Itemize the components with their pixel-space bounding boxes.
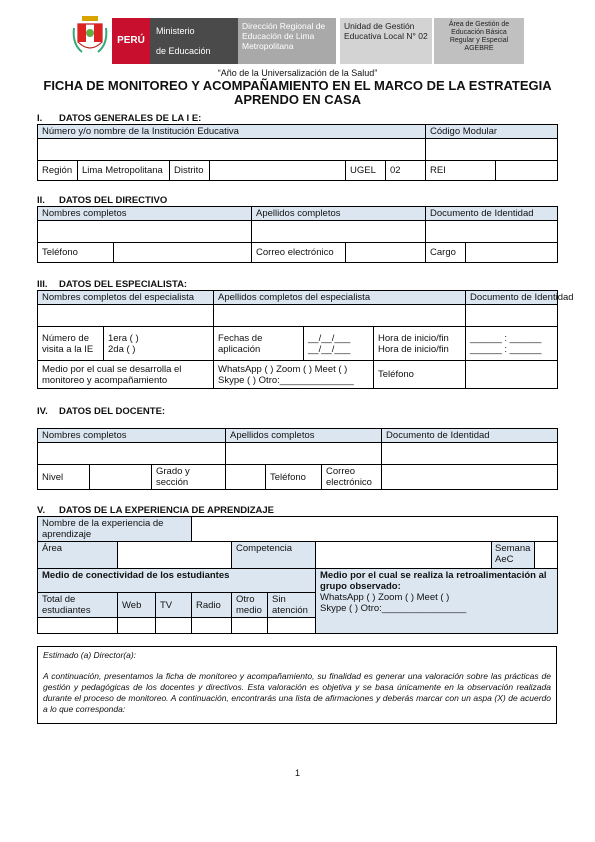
area-field[interactable] xyxy=(118,542,232,569)
level-label: Nivel xyxy=(38,465,90,490)
specialist-id-label: Documento de Identidad xyxy=(466,291,558,305)
rei-label: REI xyxy=(426,161,496,181)
monitoring-medium-label: Medio por el cual se desarrolla el monitoreo y acompañamiento xyxy=(38,361,214,389)
school-data-table xyxy=(37,124,558,181)
director-phone-label: Teléfono xyxy=(38,243,114,263)
specialist-phone-field[interactable] xyxy=(466,361,558,389)
specialist-surnames-field[interactable] xyxy=(214,305,466,327)
district-field[interactable] xyxy=(210,161,346,181)
teacher-surnames-label: Apellidos completos xyxy=(226,429,382,443)
specialist-data-table xyxy=(37,290,574,389)
experience-name-field[interactable] xyxy=(192,517,558,542)
section-title: I. DATOS GENERALES DE LA I E: xyxy=(37,113,202,124)
tv-label: TV xyxy=(156,593,192,618)
director-id-field[interactable] xyxy=(426,221,558,243)
modular-code-field[interactable] xyxy=(426,139,558,161)
teacher-id-label: Documento de Identidad xyxy=(382,429,558,443)
section-title: III. DATOS DEL ESPECIALISTA: xyxy=(37,279,188,290)
visit-number-label: Número de visita a la IE xyxy=(38,327,104,361)
web-label: Web xyxy=(118,593,156,618)
intro-text: A continuación, presentamos la ficha de monitoreo y acompañamiento, su finalidad es generar una valoración sobre las prácticas de gestión y pedagógicas de los docentes y directivos. Esta valoración es objetiva y se basa únicamente en la observación realizada durante el proceso de monitoreo. A continuación, encontrarás una lista de afirmaciones y deberás marcar con un aspa (X) de acuerdo a lo que corresponda: xyxy=(43,671,551,714)
level-field[interactable] xyxy=(90,465,152,490)
director-email-field[interactable] xyxy=(346,243,426,263)
page-number: 1 xyxy=(294,768,300,778)
peru-label: PERÚ xyxy=(112,18,150,64)
teacher-id-field[interactable] xyxy=(382,443,558,465)
total-students-field[interactable] xyxy=(38,618,118,634)
grade-field[interactable] xyxy=(226,465,266,490)
region-value: Lima Metropolitana xyxy=(78,161,170,181)
director-id-label: Documento de Identidad xyxy=(426,207,558,221)
intro-greeting: Estimado (a) Director(a): xyxy=(43,650,137,660)
area-label: Área xyxy=(38,542,118,569)
modular-code-label: Código Modular xyxy=(426,125,558,139)
region-label: Región xyxy=(38,161,78,181)
experience-name-label: Nombre de la experiencia de aprendizaje xyxy=(38,517,192,542)
district-label: Distrito xyxy=(170,161,210,181)
school-name-label: Número y/o nombre de la Institución Educativa xyxy=(38,125,426,139)
director-role-field[interactable] xyxy=(466,243,558,263)
competence-field[interactable] xyxy=(316,542,492,569)
director-surnames-label: Apellidos completos xyxy=(252,207,426,221)
section-title: IV. DATOS DEL DOCENTE: xyxy=(37,406,166,417)
specialist-names-label: Nombres completos del especialista xyxy=(38,291,214,305)
specialist-names-field[interactable] xyxy=(38,305,214,327)
document-title: FICHA DE MONITOREO Y ACOMPAÑAMIENTO EN EL MARCO DE LA ESTRATEGIA APRENDO EN CASA xyxy=(43,78,552,107)
director-names-field[interactable] xyxy=(38,221,252,243)
week-field[interactable] xyxy=(535,542,557,568)
ugel-label-cell: UGEL xyxy=(346,161,386,181)
section-title: V. DATOS DE LA EXPERIENCIA DE APRENDIZAJE xyxy=(37,505,275,516)
total-students-label: Total de estudiantes xyxy=(38,593,118,618)
teacher-data-table xyxy=(37,428,558,490)
dates-label: Fechas de aplicación xyxy=(214,327,304,361)
connectivity-label: Medio de conectividad de los estudiantes xyxy=(38,569,316,593)
director-names-label: Nombres completos xyxy=(38,207,252,221)
teacher-email-label: Correo electrónico xyxy=(322,465,382,490)
dre-label: Dirección Regional de Educación de Lima Metropolitana xyxy=(238,18,336,64)
tv-field[interactable] xyxy=(156,618,192,634)
no-attention-label: Sin atención xyxy=(268,593,316,618)
time-labels: Hora de inicio/fin Hora de inicio/fin xyxy=(374,327,466,361)
radio-field[interactable] xyxy=(192,618,232,634)
dates-field[interactable]: __/__/___ __/__/___ xyxy=(304,327,374,361)
ugel-value: 02 xyxy=(386,161,426,181)
other-medium-field[interactable] xyxy=(232,618,268,634)
monitoring-medium-options[interactable]: WhatsApp ( ) Zoom ( ) Meet ( ) Skype ( ) Otro:______________ xyxy=(214,361,374,389)
director-phone-field[interactable] xyxy=(114,243,252,263)
director-surnames-field[interactable] xyxy=(252,221,426,243)
agebre-label: Área de Gestión de Educación Básica Regular y Especial AGEBRE xyxy=(434,18,524,64)
specialist-id-field[interactable] xyxy=(466,305,558,327)
radio-label: Radio xyxy=(192,593,232,618)
director-email-label: Correo electrónico xyxy=(252,243,346,263)
rei-field[interactable] xyxy=(496,161,558,181)
no-attention-field[interactable] xyxy=(268,618,316,634)
specialist-surnames-label: Apellidos completos del especialista xyxy=(214,291,466,305)
ministerio-label: Ministerio de Educación xyxy=(150,18,238,64)
year-motto: “Año de la Universalización de la Salud” xyxy=(217,68,378,78)
peru-coat-of-arms-icon xyxy=(72,14,108,58)
teacher-email-field[interactable] xyxy=(382,465,558,490)
experience-data-table xyxy=(37,516,558,634)
teacher-names-label: Nombres completos xyxy=(38,429,226,443)
teacher-surnames-field[interactable] xyxy=(226,443,382,465)
teacher-phone-label: Teléfono xyxy=(266,465,322,490)
ugel-label: Unidad de Gestión Educativa Local N° 02 xyxy=(340,18,432,64)
week-label: Semana AeC xyxy=(492,542,558,569)
competence-label: Competencia xyxy=(232,542,316,569)
teacher-names-field[interactable] xyxy=(38,443,226,465)
web-field[interactable] xyxy=(118,618,156,634)
feedback-medium-cell[interactable]: Medio por el cual se realiza la retroalimentación al grupo observado: WhatsApp ( ) Zoom ( ) Meet ( ) Skype ( ) Otro:________________ xyxy=(316,569,558,634)
time-fields[interactable]: ______ : ______ ______ : ______ xyxy=(466,327,558,361)
director-data-table xyxy=(37,206,558,263)
visit-number-options[interactable]: 1era ( ) 2da ( ) xyxy=(104,327,214,361)
grade-label: Grado y sección xyxy=(152,465,226,490)
other-medium-label: Otro medio xyxy=(232,593,268,618)
intro-box xyxy=(37,646,557,724)
director-role-label: Cargo xyxy=(426,243,466,263)
specialist-phone-label: Teléfono xyxy=(374,361,466,389)
school-name-field[interactable] xyxy=(38,139,426,161)
section-title: II. DATOS DEL DIRECTIVO xyxy=(37,195,168,206)
